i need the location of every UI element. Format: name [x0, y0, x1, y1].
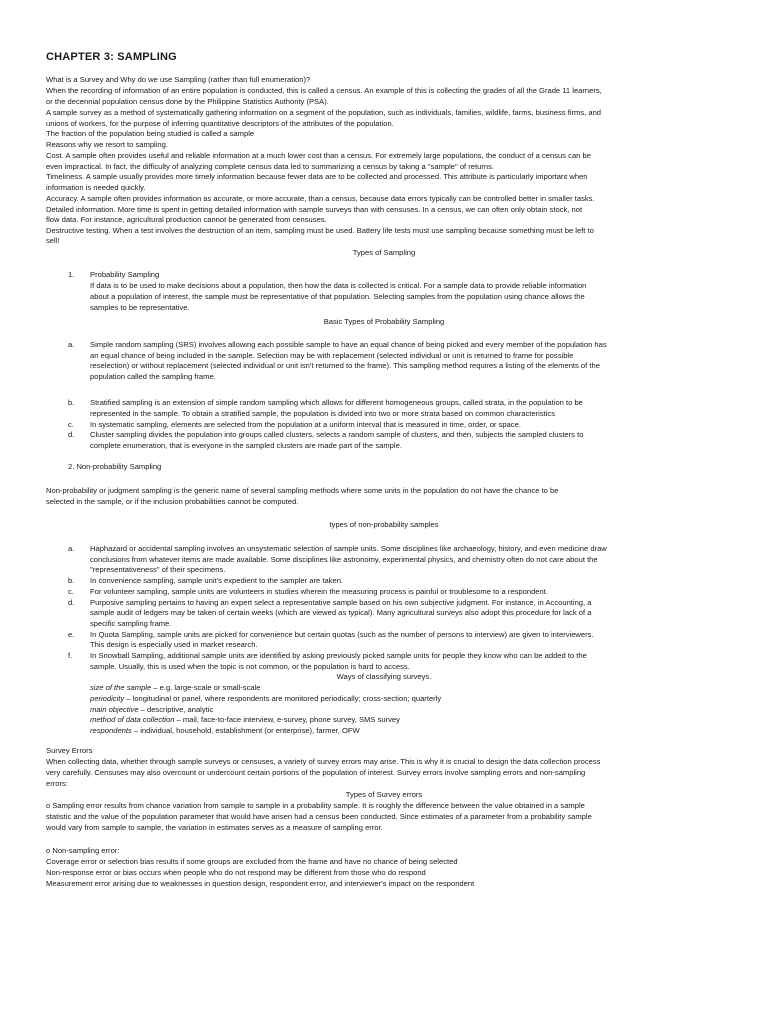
list-item-line: represented in the sample. To obtain a stratified sample, the population is divided into two or more strata based on common characteristics	[90, 409, 556, 418]
body-line: Measurement error arising due to weaknesses in question design, respondent error, and interviewer's impact on the respondent	[46, 879, 475, 888]
classify-row	[90, 715, 768, 726]
body-line: selected in the sample, or if the inclusion probabilities cannot be computed.	[46, 497, 299, 506]
list-item-line: "representativeness" of their specimens.	[90, 565, 226, 574]
section-heading: Basic Types of Probability Sampling	[323, 317, 445, 326]
list-item-line: Purposive sampling pertains to having an expert select a representative sample based on his own subjective judgment. For instance, in Accounting, a	[90, 598, 592, 607]
body-line: would vary from sample to sample, the variation in estimates serves as a measure of sampling error.	[46, 823, 383, 832]
nonprob-heading: 2. Non-probability Sampling	[68, 462, 162, 471]
intro-line: flow data. For instance, agricultural production cannot be generated from censuses.	[46, 215, 327, 224]
body-line: o Sampling error results from chance variation from sample to sample in a probability sample. It is roughly the difference between the value obtained in a sample	[46, 801, 585, 810]
list-item-line: Stratified sampling is an extension of simple random sampling which allows for different homogeneous groups, called strata, in the population to be	[90, 398, 583, 407]
intro-line: unions of workers, for the purpose of inferring quantitative descriptors of the attributes of the population.	[46, 119, 394, 128]
classify-desc: – e.g. large-scale or small-scale	[151, 683, 261, 692]
list-item-line: In Quota Sampling, sample units are picked for convenience but certain quotas (such as the number of persons to interview) are given to interviewers.	[90, 630, 594, 639]
list-item-line: Cluster sampling divides the population into groups called clusters, selects a random sample of clusters, and then, subjects the sampled clusters to	[90, 430, 584, 439]
section-heading: Types of Sampling	[352, 248, 416, 257]
body-line: o Non-sampling error:	[46, 846, 120, 855]
classify-desc: – descriptive, analytic	[138, 705, 214, 714]
body-line: samples to be representative.	[90, 303, 190, 312]
list-marker: e.	[68, 630, 75, 639]
intro-line: When the recording of information of an entire population is conducted, this is called a census. An example of this is collecting the grades of all the Grade 11 learners,	[46, 86, 602, 95]
list-item-line: Simple random sampling (SRS) involves allowing each possible sample to have an equal chance of being picked and every member of the population has	[90, 340, 607, 349]
intro-line: Cost. A sample often provides useful and reliable information at a much lower cost than a census. For extremely large populations, the conduct of a census can be	[46, 151, 591, 160]
intro-line: Accuracy. A sample often provides information as accurate, or more accurate, than a census, because data errors typically can be controlled better in smaller tasks.	[46, 194, 595, 203]
body-line: If data is to be used to make decisions about a population, then how the data is collected is critical. For a sample data to provide reliable information	[90, 281, 587, 290]
body-line: When collecting data, whether through sample surveys or censuses, a variety of survey errors may arise. This is why it is crucial to design the data collection process	[46, 757, 601, 766]
list-marker: c.	[68, 420, 74, 429]
classify-term: size of the sample	[90, 683, 152, 692]
classify-term: respondents	[90, 726, 132, 735]
list-item-line: sample audit of ledgers may be taken of certain weeks (which are viewed as typical). Many agricultural surveys also adopt this procedure for lack of a	[90, 608, 592, 617]
body-line: about a population of interest, the sample must be representative of that population. Selecting samples from the population using chance allows the	[90, 292, 585, 301]
list-item-line: conclusions from whatever items are made available. Some disciplines like astronomy, experimental physics, and chemistry often do not care about the	[90, 555, 598, 564]
list-marker: d.	[68, 430, 75, 439]
list-marker: 1.	[68, 270, 75, 279]
body-line: Non-response error or bias occurs when people who do not respond may be different from those who do respond	[46, 868, 426, 877]
list-marker: c.	[68, 587, 74, 596]
list-item-line: Haphazard or accidental sampling involves an unsystematic selection of sample units. Some disciplines like archaeology, history, and even medicine draw	[90, 544, 607, 553]
body-line: Non-probability or judgment sampling is the generic name of several sampling methods where some units in the population do not have the chance to be	[46, 486, 559, 495]
list-marker: d.	[68, 598, 75, 607]
intro-line: or the decennial population census done by the Philippine Statistics Authority (PSA).	[46, 97, 329, 106]
chapter-title: CHAPTER 3: SAMPLING	[46, 51, 177, 63]
classify-term: periodicity	[90, 694, 125, 703]
list-item-line: In Snowball Sampling, additional sample units are identified by asking previously picked sample units for people they know who can be added to the	[90, 651, 587, 660]
intro-line: information is needed quickly.	[46, 183, 146, 192]
intro-line: What is a Survey and Why do we use Sampling (rather than full enumeration)?	[46, 75, 311, 84]
intro-line: A sample survey as a method of systematically gathering information on a segment of the population, such as individuals, families, wildlife, farms, business firms, and	[46, 108, 602, 117]
body-line: very carefully. Censuses may also overcount or undercount certain portions of the population of interest. Survey errors involve sampling errors and non-sampling	[46, 768, 586, 777]
list-item-line: complete enumeration, that is everyone in the sampled clusters are made part of the sample.	[90, 441, 402, 450]
list-marker: a.	[68, 340, 75, 349]
list-item-line: sample. Usually, this is used when the topic is not common, or the population is hard to access.	[90, 662, 410, 671]
list-item-line: For volunteer sampling, sample units are volunteers in studies wherein the measuring process is painful or troublesome to a respondent.	[90, 587, 548, 596]
intro-line: The fraction of the population being studied is called a sample	[46, 129, 255, 138]
intro-line: Timeliness. A sample usually provides more timely information because fewer data are to be collected and processed. This attribute is particularly important when	[46, 172, 588, 181]
intro-line: Detailed information. More time is spent in getting detailed information with sample surveys than with censuses. In a census, we can often only obtain stock, not	[46, 205, 583, 214]
classify-term: method of data collection	[90, 715, 175, 724]
list-item-line: In convenience sampling, sample unit's expedient to the sampler are taken.	[90, 576, 344, 585]
survey-errors-heading: Survey Errors	[46, 746, 93, 755]
classify-row	[90, 694, 768, 705]
section-heading: Types of Survey errors	[345, 790, 423, 799]
section-heading: Ways of classifying surveys.	[336, 672, 432, 681]
list-item-line: This design is especially used in market research.	[90, 640, 258, 649]
classify-desc: – longitudinal or panel, where respondents are monitored periodically; cross-section; quarterly	[124, 694, 442, 703]
body-line: statistic and the value of the population parameter that would have arisen had a census been conducted. Since estimates of a parameter from a probability sample	[46, 812, 592, 821]
list-marker: b.	[68, 398, 75, 407]
list-item-line: reselection) or without replacement (selected individual or unit isn't returned to the frame). This sampling method requires a listing of the elements of the	[90, 361, 600, 370]
list-item-line: population called the sampling frame.	[90, 372, 216, 381]
list-marker: a.	[68, 544, 75, 553]
intro-line: Destructive testing. When a test involves the destruction of an item, sampling must be used. Battery life tests must use sampling because something must be left to	[46, 226, 594, 235]
classify-desc: – individual, household, establishment (or enterprise), farmer, OFW	[131, 726, 360, 735]
list-item-line: an equal chance of being included in the sample. Selection may be with replacement (selected individual or unit is returned to frame for possible	[90, 351, 574, 360]
intro-line: Reasons why we resort to sampling.	[46, 140, 168, 149]
list-item-line: specific sampling frame.	[90, 619, 172, 628]
classify-row	[90, 726, 768, 737]
section-heading: types of non-probability samples	[329, 520, 439, 529]
probability-heading: Probability Sampling	[90, 270, 160, 279]
list-item-line: In systematic sampling, elements are selected from the population at a uniform interval that is measured in time, order, or space.	[90, 420, 521, 429]
classify-desc: – mail, face-to-face interview, e-survey, phone survey, SMS survey	[174, 715, 400, 724]
classify-term: main objective	[90, 705, 139, 714]
intro-line: even impractical. In fact, the difficulty of analyzing complete census data led to summarizing a census by taking a "sample" of returns.	[46, 162, 495, 171]
body-line: errors:	[46, 779, 68, 788]
list-marker: f.	[68, 651, 73, 660]
intro-line: sell!	[46, 236, 60, 245]
body-line: Coverage error or selection bias results if some groups are excluded from the frame and have no chance of being selected	[46, 857, 458, 866]
list-marker: b.	[68, 576, 75, 585]
classify-row	[90, 683, 768, 694]
